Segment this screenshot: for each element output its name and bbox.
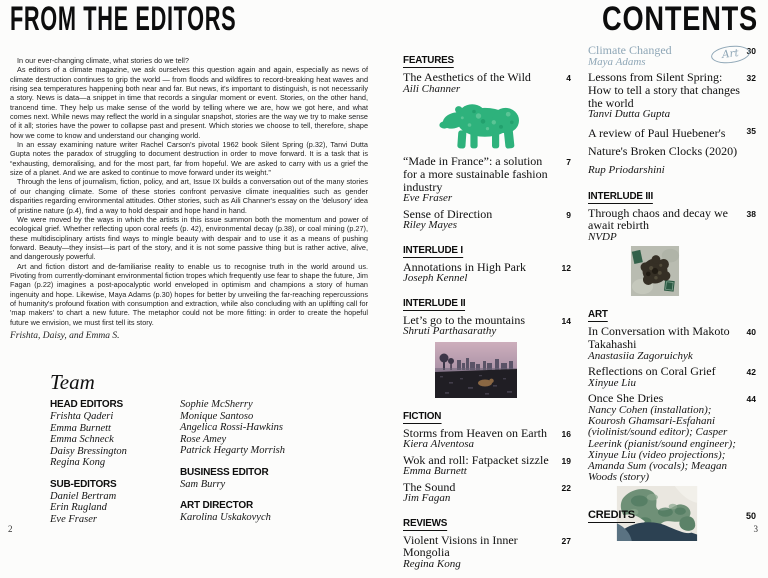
toc-entry [588,207,756,244]
team-role: HEAD EDITORS [50,399,123,410]
team-member: Emma Schneck [50,434,114,445]
team-member: Rose Amey [180,433,227,445]
toc-entry-page: 7 [566,157,571,167]
toc-entry-author: Eve Fraser [403,192,453,205]
toc-entry-author: Regina Kong [403,558,461,571]
toc-entry-page: 38 [746,208,756,219]
toc-entry-credits: Nancy Cohen (installation); Kourosh Ghamsari-Esfahani (violinist/sound editor); Casper Leerink (pianist/sound engineer); Xinyue Liu (video projections); Amanda Sum (vocals); Meagan Woods (story) [588,403,736,484]
toc-entry-author: Xinyue Liu [588,376,636,389]
contents-column-right [588,44,756,549]
team-group-head-editors [50,399,180,469]
team-role: SUB-EDITORS [50,478,117,490]
toc-section-heading: FEATURES [403,54,454,66]
page-number-right: 3 [753,524,758,534]
toc-section-heading: FICTION [403,409,442,422]
toc-entry-page: 30 [746,46,756,56]
toc-section-heading: INTERLUDE II [403,296,466,309]
toc-entry [403,261,571,285]
toc-entry-page: 42 [746,367,756,378]
toc-entry [403,155,571,205]
toc-entry-page: 35 [746,125,756,136]
credits-row [588,509,756,523]
page-number-left: 2 [8,524,13,534]
toc-entry-title: Climate Changed [588,43,672,57]
team-member: Sophie McSherry [180,399,253,410]
page-title-left: FROM THE EDITORS [10,0,237,38]
toc-entry-author: Rup Priodarshini [588,163,665,176]
toc-entry [403,534,571,571]
toc-entry [588,325,756,362]
toc-entry-author: NVDP [588,231,617,244]
toc-section-reviews [403,513,571,571]
toc-entry-climate-changed [588,44,756,68]
team-member: Angelica Rossi-Hawkins [180,422,283,433]
toc-entry-title: The Sound [403,479,456,494]
editorial-paragraph: As editors of a climate magazine, we ask ourselves this question again and again, especially as news of climate destruction continues to grip the world — from floods and wildfires to record-breaking heat waves and rising sea temperatures happening both near and far. But news, it's important to distinguish, is not necessarily a story. News is data—a snippet in time that records a singular moment or event. Stories, on the other hand, trancend time. They help us make sense of the world by telling where we are, how we got here, and what comes next. While news may reflect the world in a singular snapshot, stories are the way we try to make sense of it all; stories have the power to collapse past and present. Which stories we choose to tell, therefore, shape how we come to know and understand our changing world. [10,65,368,140]
toc-entry-page: 27 [561,535,571,546]
editorial-paragraph: Through the lens of journalism, fiction, policy, and art, Issue IX builds a conversation out of the many stories of our changing climate. Some of these stories confront pervasive climate inequalities such as gender disparities regarding environmental attitudes. Other stories, such as Aili Channer's essay on the 'delusory' idea of pristine nature (p.4), find a way to hold despair and hope hand in hand. [10,177,368,215]
wreath-photo [630,246,756,296]
toc-entry-author: Joseph Kennel [403,272,468,285]
toc-entry-title: Reflections on Coral Grief [588,364,716,379]
toc-entry-title: In Conversation with Makoto Takahashi [588,324,730,352]
toc-entry [403,71,571,95]
editorial-paragraph: In an essay examining nature writer Rachel Carson's pivotal 1962 book Silent Spring (p.32), Tanvi Dutta Gupta notes the paradox of struggling to document destruction in order to move forward. It is a task that is “exhausting, demoralising, and for the most part, far from hopeful. We are asked to carry with us a grief the size of a planet. And we are asked to continue to move forward under its weight.” [10,140,368,178]
editors-signature: Frishta, Daisy, and Emma S. [10,330,120,341]
toc-section-heading: INTERLUDE III [588,189,654,202]
toc-entry-page: 9 [566,209,571,220]
team-columns [50,399,370,535]
editorial-text [10,56,368,342]
toc-section-art [588,304,756,541]
team-column-2 [180,399,350,535]
toc-entry-author: Tanvi Dutta Gupta [588,108,671,121]
team-member: Sam Burry [180,478,226,490]
toc-entry [403,454,571,478]
toc-section-heading: REVIEWS [403,516,448,529]
team-member: Frishta Qaderi [50,411,114,422]
toc-entry-author: Shruti Parthasarathy [403,325,497,338]
editorial-paragraph: Art and fiction distort and de-familiarise reality to enable us to recognise truth in the world around us. Pivoting from currently-dominant environmental fiction tropes which frequently use fear to shape the future, Jim Fagan (p.22) imagines a post-apocalyptic world enveloped in optimism and champions a story of human ingenuity and hope. Likewise, Maya Adams (p.30) hopes for better by unveiling the far-reaching repercussions of humanity's profound fixation with consumption and extraction, while also concluding with an uplifting call for 'map makers' to chart a new future. The metaphor could not be more fitting: in order to create the hopeful future we envision, we must first tell its story. [10,261,368,327]
team-section [50,370,370,535]
team-member: Daisy Bressington [50,445,127,457]
toc-entry-page: 16 [561,428,571,439]
toc-entry-author: Emma Burnett [403,465,467,478]
toc-entry-title: Lessons from Silent Spring: How to tell a story that changes the world [588,70,740,110]
team-member: Daniel Bertram [50,490,117,502]
city-dusk-photo [435,342,571,398]
team-member: Eve Fraser [50,513,97,525]
toc-section-reviews-cont [588,44,756,178]
toc-section-features [403,50,571,232]
art-annotation: Art [710,44,751,66]
toc-entry-title: Sense of Direction [403,206,493,221]
toc-entry [403,427,571,451]
toc-entry-author: Riley Mayes [403,219,458,232]
toc-entry [588,365,756,389]
toc-entry-title: Storms from Heaven on Earth [403,425,547,440]
team-member: Emma Burnett [50,422,111,434]
toc-section-interlude-3 [588,186,756,297]
toc-section-interlude-2 [403,293,571,398]
toc-entry-title: A review of Paul Huebener's Nature's Broken Clocks (2020) [588,125,738,158]
toc-entry [403,481,571,505]
toc-entry [588,392,756,483]
toc-section-heading: INTERLUDE I [403,243,463,256]
team-member: Karolina Uskakovych [180,512,271,523]
team-member: Monique Santoso [180,410,254,422]
toc-entry-title: Let’s go to the mountains [403,312,525,327]
team-group-art-director [180,500,350,524]
toc-entry [403,208,571,232]
toc-entry-page: 22 [561,482,571,493]
team-group-business-editor [180,467,350,491]
toc-section-fiction [403,406,571,505]
toc-entry-title: Through chaos and decay we await rebirth [588,205,728,233]
toc-entry-title: Violent Visions in Inner Mongolia [403,532,518,560]
toc-entry-page: 12 [561,262,571,273]
toc-entry-page: 40 [746,327,756,338]
team-column-1 [50,399,180,535]
editorial-paragraph: In our ever-changing climate, what stories do we tell? [17,56,189,65]
team-heading: Team [50,370,95,394]
editorial-paragraph: We were moved by the ways in which the artists in this issue summon both the momentum and power of ecological grief. Whether reflecting upon coral reefs (p. 42), environmental decay (p.38), or coal mining (p.27), these multidisciplinary artists find ways to mingle beauty with despair and to use it as a means of pushing forward. Beauty—they insist—is part of the story, and it is not some passive thing but is rather active, alive, and dangerously powerful. [10,214,368,262]
team-group-sub-editors [50,479,180,526]
toc-section-heading: ART [588,308,608,321]
toc-entry-author: Maya Adams [588,55,646,68]
toc-entry-title: “Made in France”: a solution for a more sustainable fashion industry [403,154,548,194]
toc-entry-page: 32 [746,73,756,83]
team-group-sub-editors-cont [180,399,350,457]
toc-entry-title: The Aesthetics of the Wild [403,70,531,84]
toc-entry-title: Annotations in High Park [403,259,526,274]
team-role: BUSINESS EDITOR [180,466,269,478]
toc-section-interlude-1 [403,240,571,285]
toc-entry-author: Kiera Alventosa [403,438,474,451]
team-member: Regina Kong [50,457,106,468]
toc-entry-page: 44 [746,394,756,405]
toc-entry-page: 4 [566,73,571,83]
toc-entry-author: Anastasiia Zagoruichyk [588,349,693,362]
credits-page: 50 [745,511,756,521]
credits-label: CREDITS [588,509,635,521]
toc-entry [588,124,756,178]
toc-entry-page: 19 [561,455,571,466]
team-member: Patrick Hegarty Morrish [180,445,285,456]
contents-column-mid [403,50,571,578]
toc-entry-title: Once She Dries [588,391,664,406]
team-member: Erin Rugland [50,502,107,513]
toc-entry [403,314,571,338]
bear-illustration [435,98,571,152]
toc-entry-title: Wok and roll: Fatpacket sizzle [403,452,549,467]
toc-entry-author: Aili Channer [403,82,461,95]
toc-entry [588,71,756,121]
toc-entry-page: 14 [561,315,571,326]
team-role: ART DIRECTOR [180,500,253,511]
toc-entry-author: Jim Fagan [403,492,451,505]
page-title-right: CONTENTS [602,0,758,38]
